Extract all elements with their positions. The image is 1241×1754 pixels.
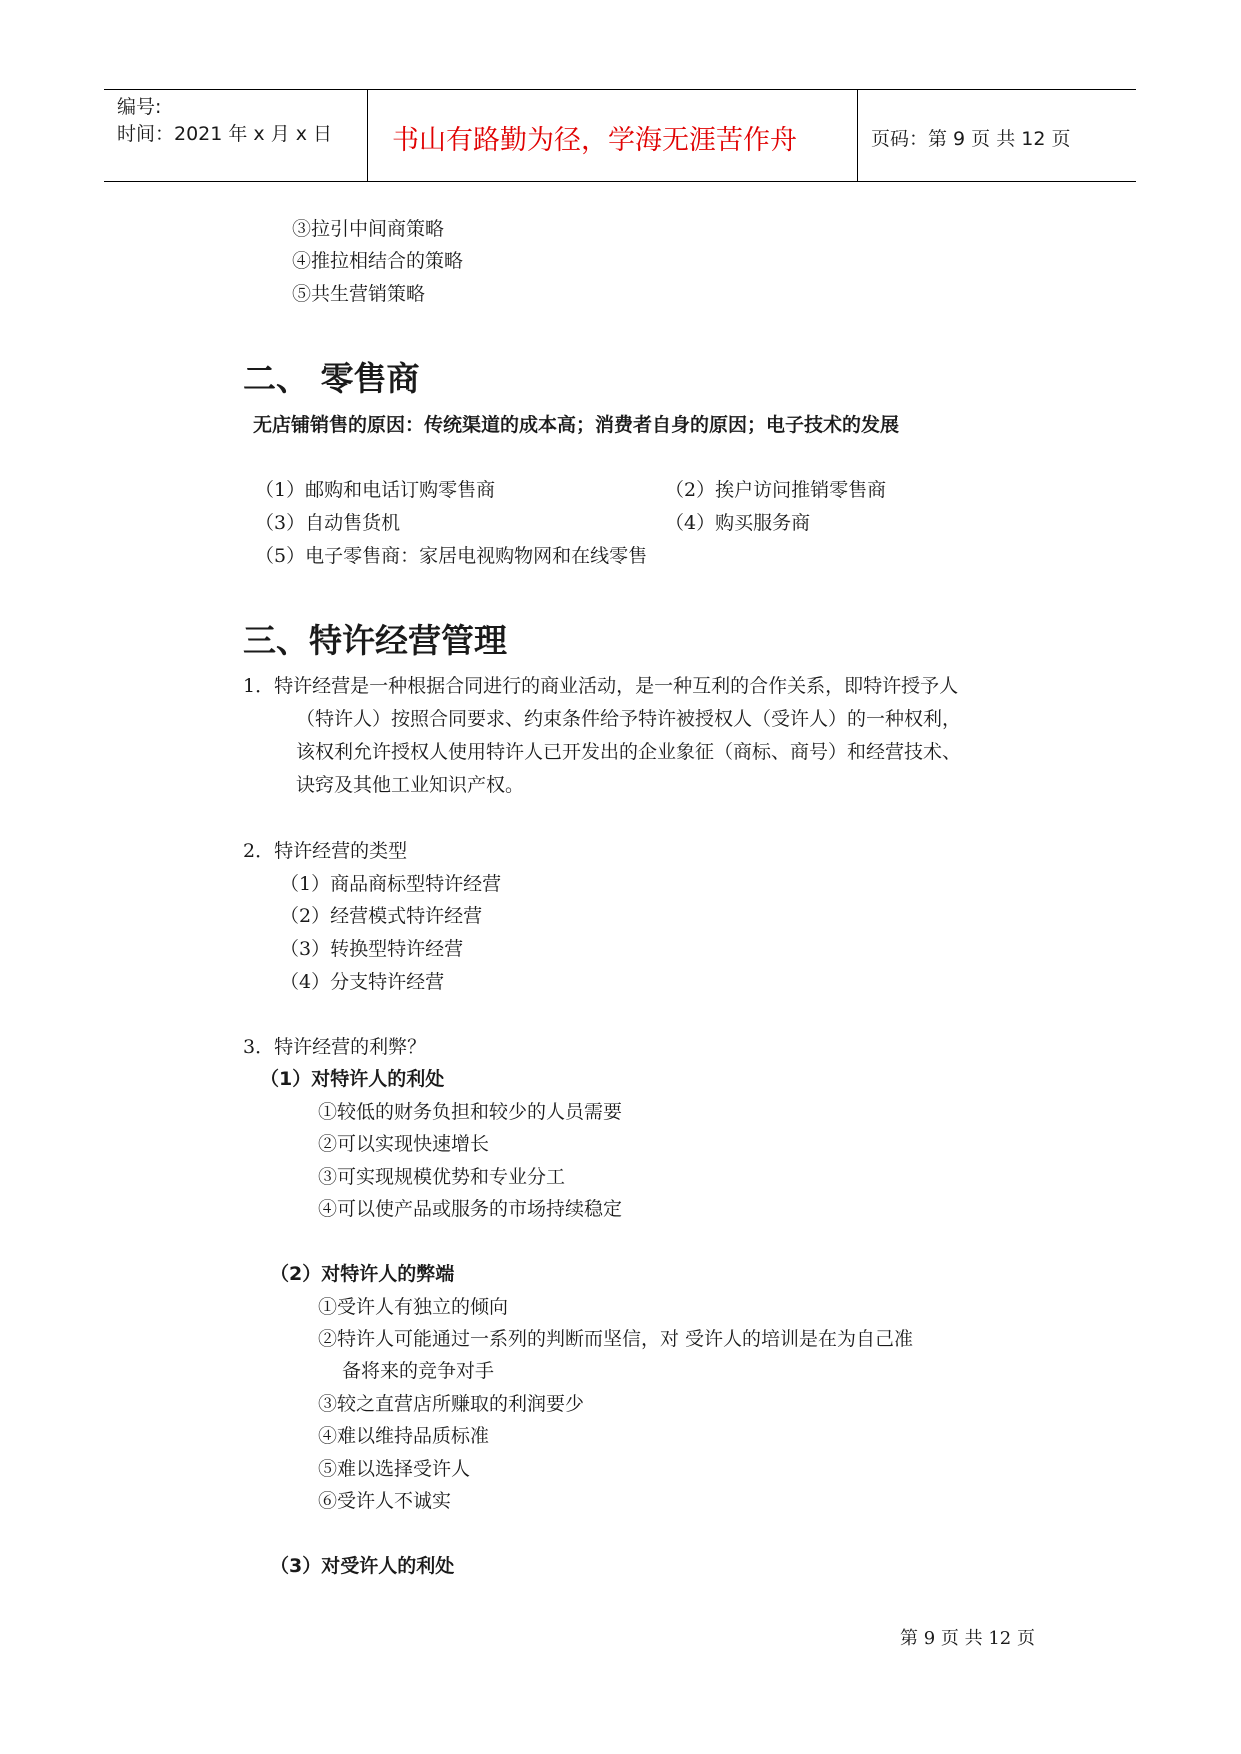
bold-subheading: （3）对受许人的利处 (270, 1555, 455, 1577)
retailer-type-item: （5）电子零售商：家居电视购物网和在线零售 (255, 545, 648, 567)
list-item: ①受许人有独立的倾向 (318, 1296, 509, 1318)
list-item: （2）经营模式特许经营 (280, 905, 483, 927)
list-item: ⑤共生营销策略 (292, 283, 426, 305)
list-item: ④可以使产品或服务的市场持续稳定 (318, 1198, 623, 1220)
list-item: 备将来的竞争对手 (342, 1360, 495, 1382)
bold-subheading: （1）对特许人的利处 (260, 1068, 445, 1090)
paragraph-line: （特许人）按照合同要求、约束条件给予特许被授权人（受许人）的一种权利， (296, 708, 962, 730)
header-divider-right (857, 89, 858, 182)
retailer-type-item: （1）邮购和电话订购零售商 (255, 479, 496, 501)
header-bottom-rule (104, 181, 1136, 182)
list-item: ④难以维持品质标准 (318, 1425, 490, 1447)
list-item: ③拉引中间商策略 (292, 218, 445, 240)
list-item: （1）商品商标型特许经营 (280, 873, 502, 895)
non-store-reasons: 无店铺销售的原因：传统渠道的成本高；消费者自身的原因；电子技术的发展 (253, 414, 900, 436)
section-heading-franchise: 三、特许经营管理 (243, 621, 507, 660)
list-item: ⑥受许人不诚实 (318, 1490, 452, 1512)
section-heading-retailers: 二、 零售商 (243, 359, 420, 398)
doc-time-label: 时间：2021 年 x 月 x 日 (117, 123, 333, 145)
list-item: ⑤难以选择受许人 (318, 1458, 471, 1480)
list-item: ③较之直营店所赚取的利润要少 (318, 1393, 585, 1415)
doc-number-label: 编号: (117, 96, 162, 118)
paragraph-line: 1．特许经营是一种根据合同进行的商业活动，是一种互利的合作关系，即特许授予人 (243, 675, 959, 697)
header-divider-left (367, 89, 368, 182)
header-top-rule (104, 89, 1136, 90)
subsection-title: 3．特许经营的利弊？ (243, 1036, 427, 1058)
list-item: ①较低的财务负担和较少的人员需要 (318, 1101, 623, 1123)
list-item: ④推拉相结合的策略 (292, 250, 464, 272)
bold-subheading: （2）对特许人的弊端 (270, 1263, 455, 1285)
paragraph-line: 该权利允许授权人使用特许人已开发出的企业象征（商标、商号）和经营技术、 (296, 741, 962, 763)
page-footer: 第 9 页 共 12 页 (900, 1628, 1035, 1649)
list-item: ②可以实现快速增长 (318, 1133, 490, 1155)
list-item: （3）转换型特许经营 (280, 938, 464, 960)
header-motto: 书山有路勤为径，学海无涯苦作舟 (392, 125, 797, 156)
list-item: （4）分支特许经营 (280, 971, 445, 993)
header-page-label: 页码：第 9 页 共 12 页 (871, 128, 1071, 150)
paragraph-line: 诀窍及其他工业知识产权。 (296, 774, 525, 796)
retailer-type-item: （3）自动售货机 (255, 512, 401, 534)
subsection-title: 2．特许经营的类型 (243, 840, 408, 862)
retailer-type-item: （2）挨户访问推销零售商 (665, 479, 887, 501)
list-item: ②特许人可能通过一系列的判断而坚信，对 受许人的培训是在为自己准 (318, 1328, 914, 1350)
list-item: ③可实现规模优势和专业分工 (318, 1166, 566, 1188)
retailer-type-item: （4）购买服务商 (665, 512, 811, 534)
